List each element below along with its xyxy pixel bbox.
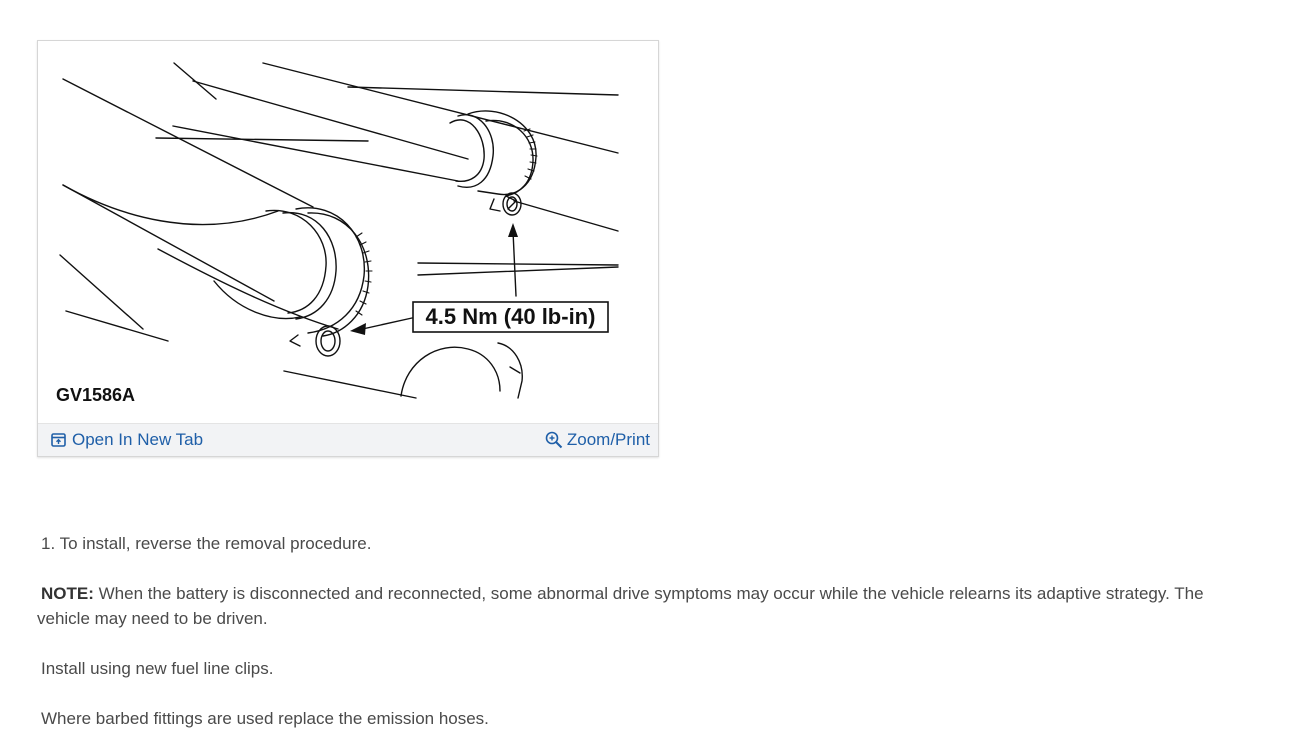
open-new-tab-link[interactable] bbox=[51, 429, 203, 451]
barbed-fittings-instruction: Where barbed fittings are used replace the emission hoses. bbox=[41, 709, 489, 728]
open-new-tab-label: Open In New Tab bbox=[72, 430, 204, 449]
note-label: NOTE: bbox=[41, 584, 94, 603]
open-new-tab-icon bbox=[51, 433, 66, 447]
line-clips-instruction: Install using new fuel line clips. bbox=[41, 659, 274, 678]
hose-clamp-diagram bbox=[38, 41, 658, 423]
figure-id-label: GV1586A bbox=[56, 385, 136, 405]
figure-toolbar bbox=[38, 423, 658, 456]
torque-callout-label: 4.5 Nm (40 lb-in) bbox=[425, 304, 596, 329]
step-text: To install, reverse the removal procedure. bbox=[59, 534, 372, 553]
figure-card bbox=[37, 40, 659, 457]
install-step bbox=[37, 531, 1261, 556]
zoom-print-label: Zoom/Print bbox=[566, 430, 650, 449]
zoom-in-icon bbox=[545, 431, 563, 449]
step-number: 1. bbox=[41, 534, 56, 553]
note-text: When the battery is disconnected and reconnected, some abnormal drive symptoms may occur while the vehicle relearns its adaptive strategy. The vehicle may need to be driven. bbox=[37, 584, 1204, 628]
zoom-print-link[interactable] bbox=[545, 429, 650, 451]
note-paragraph bbox=[37, 581, 1257, 631]
